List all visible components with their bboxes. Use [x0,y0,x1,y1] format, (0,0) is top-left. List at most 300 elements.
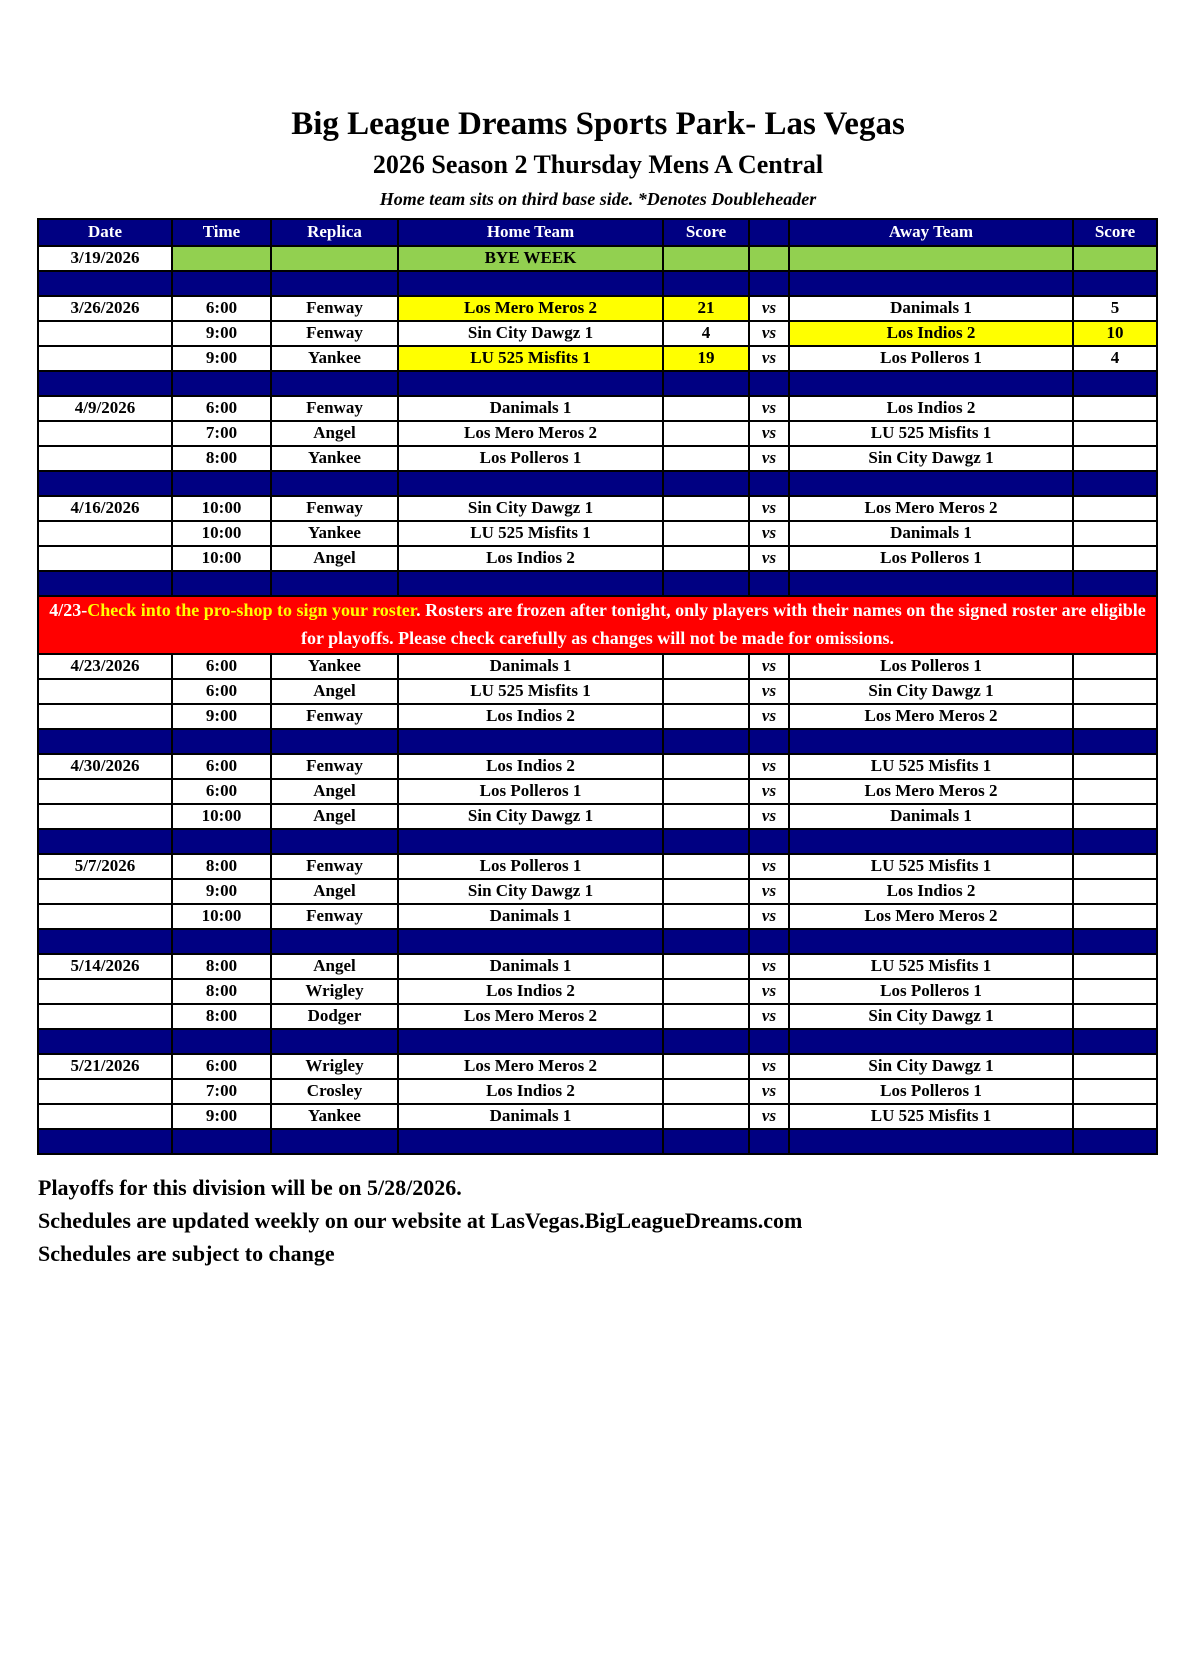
away-score-cell [1073,754,1157,779]
away-team-cell: Los Mero Meros 2 [789,779,1073,804]
away-score-cell [1073,1104,1157,1129]
away-team-cell: Los Mero Meros 2 [789,496,1073,521]
home-team-cell: Danimals 1 [398,396,663,421]
time-cell: 9:00 [172,704,271,729]
away-team-cell: LU 525 Misfits 1 [789,854,1073,879]
home-team-cell: Los Mero Meros 2 [398,296,663,321]
away-team-cell [789,246,1073,271]
time-cell: 8:00 [172,854,271,879]
separator-cell [271,471,398,496]
separator-cell [271,1029,398,1054]
date-cell [38,546,172,571]
replica-cell: Fenway [271,904,398,929]
away-team-cell: Danimals 1 [789,521,1073,546]
separator-cell [271,271,398,296]
game-row [38,546,1157,571]
replica-cell: Dodger [271,1004,398,1029]
date-cell [38,1104,172,1129]
home-team-cell: Los Indios 2 [398,979,663,1004]
date-cell: 5/14/2026 [38,954,172,979]
separator-cell [789,729,1073,754]
time-cell: 10:00 [172,804,271,829]
away-score-cell [1073,804,1157,829]
away-team-cell: Los Polleros 1 [789,546,1073,571]
separator-cell [749,471,789,496]
home-team-cell: Los Mero Meros 2 [398,1004,663,1029]
replica-cell: Yankee [271,521,398,546]
home-score-cell [663,979,749,1004]
header-away-score: Score [1073,219,1157,246]
header-away-team: Away Team [789,219,1073,246]
date-cell [38,804,172,829]
replica-cell: Angel [271,779,398,804]
game-row [38,904,1157,929]
date-cell [38,979,172,1004]
date-cell [38,346,172,371]
vs-cell: vs [749,396,789,421]
separator-cell [749,929,789,954]
footer-website-line: Schedules are updated weekly on our website at LasVegas.BigLeagueDreams.com [38,1207,803,1233]
date-cell [38,1079,172,1104]
separator-cell [271,371,398,396]
home-score-cell [663,246,749,271]
game-row [38,704,1157,729]
replica-cell: Fenway [271,496,398,521]
separator-cell [398,1129,663,1154]
replica-cell: Angel [271,546,398,571]
date-cell: 5/7/2026 [38,854,172,879]
separator-cell [398,571,663,596]
header-vs [749,219,789,246]
away-score-cell [1073,704,1157,729]
separator-cell [172,371,271,396]
separator-cell [1073,471,1157,496]
home-score-cell [663,396,749,421]
replica-cell: Wrigley [271,1054,398,1079]
separator-cell [1073,829,1157,854]
separator-cell [1073,571,1157,596]
separator-cell [749,271,789,296]
date-cell: 3/19/2026 [38,246,172,271]
date-cell [38,421,172,446]
away-team-cell: Sin City Dawgz 1 [789,1004,1073,1029]
separator-cell [271,1129,398,1154]
separator-cell [398,1029,663,1054]
separator-cell [172,271,271,296]
home-score-cell [663,879,749,904]
separator-cell [38,271,172,296]
vs-cell [749,246,789,271]
away-team-cell: Los Indios 2 [789,396,1073,421]
home-score-cell [663,421,749,446]
away-score-cell [1073,396,1157,421]
time-cell: 6:00 [172,396,271,421]
away-team-cell: Los Mero Meros 2 [789,704,1073,729]
away-score-cell [1073,521,1157,546]
game-row [38,1054,1157,1079]
separator-cell [789,271,1073,296]
home-team-cell: Danimals 1 [398,1104,663,1129]
time-cell: 6:00 [172,1054,271,1079]
time-cell: 8:00 [172,979,271,1004]
separator-cell [172,829,271,854]
away-score-cell [1073,246,1157,271]
away-team-cell: Danimals 1 [789,804,1073,829]
away-team-cell: Los Indios 2 [789,321,1073,346]
time-cell [172,246,271,271]
separator-cell [789,471,1073,496]
game-row [38,979,1157,1004]
separator-cell [38,1129,172,1154]
home-team-cell: Los Mero Meros 2 [398,421,663,446]
vs-cell: vs [749,754,789,779]
separator-row [38,471,1157,496]
date-cell [38,521,172,546]
time-cell: 10:00 [172,496,271,521]
separator-cell [749,571,789,596]
home-team-cell: Los Polleros 1 [398,446,663,471]
separator-cell [38,371,172,396]
vs-cell: vs [749,679,789,704]
vs-cell: vs [749,1079,789,1104]
header-date: Date [38,219,172,246]
vs-cell: vs [749,904,789,929]
separator-cell [749,1029,789,1054]
game-row [38,879,1157,904]
away-score-cell [1073,879,1157,904]
away-score-cell [1073,546,1157,571]
header-time: Time [172,219,271,246]
separator-cell [172,471,271,496]
time-cell: 7:00 [172,1079,271,1104]
separator-cell [271,571,398,596]
date-cell: 4/16/2026 [38,496,172,521]
separator-cell [271,729,398,754]
game-row [38,321,1157,346]
replica-cell: Fenway [271,296,398,321]
away-score-cell [1073,954,1157,979]
time-cell: 6:00 [172,779,271,804]
away-score-cell [1073,421,1157,446]
separator-cell [749,371,789,396]
vs-cell: vs [749,496,789,521]
separator-cell [172,929,271,954]
separator-row [38,271,1157,296]
roster-notice-cell [38,596,1157,654]
header-home-team: Home Team [398,219,663,246]
home-team-cell: Los Indios 2 [398,546,663,571]
game-row [38,1004,1157,1029]
separator-cell [663,271,749,296]
replica-cell: Angel [271,679,398,704]
time-cell: 6:00 [172,654,271,679]
footer-playoffs-line: Playoffs for this division will be on 5/28/2026. [38,1174,462,1200]
time-cell: 9:00 [172,346,271,371]
separator-cell [1073,1029,1157,1054]
away-team-cell: Los Polleros 1 [789,979,1073,1004]
home-team-cell: Los Polleros 1 [398,854,663,879]
page-subtitle: 2026 Season 2 Thursday Mens A Central [372,149,824,179]
home-team-cell: Los Polleros 1 [398,779,663,804]
home-team-cell: Los Indios 2 [398,754,663,779]
away-team-cell: Los Polleros 1 [789,1079,1073,1104]
replica-cell: Angel [271,879,398,904]
time-cell: 8:00 [172,1004,271,1029]
time-cell: 7:00 [172,421,271,446]
separator-cell [398,729,663,754]
date-cell [38,321,172,346]
home-team-cell: Sin City Dawgz 1 [398,804,663,829]
game-row [38,754,1157,779]
away-team-cell: LU 525 Misfits 1 [789,421,1073,446]
home-team-cell: Danimals 1 [398,904,663,929]
away-score-cell [1073,1054,1157,1079]
vs-cell: vs [749,979,789,1004]
table-header-row [38,219,1157,246]
home-score-cell [663,804,749,829]
away-team-cell: Los Polleros 1 [789,654,1073,679]
away-score-cell [1073,679,1157,704]
away-score-cell [1073,854,1157,879]
home-score-cell [663,754,749,779]
date-cell [38,1004,172,1029]
separator-cell [172,1029,271,1054]
vs-cell: vs [749,546,789,571]
date-cell: 4/9/2026 [38,396,172,421]
vs-cell: vs [749,321,789,346]
replica-cell: Fenway [271,854,398,879]
home-score-cell [663,854,749,879]
game-row [38,854,1157,879]
home-team-cell: Sin City Dawgz 1 [398,879,663,904]
home-team-cell: Danimals 1 [398,654,663,679]
away-score-cell [1073,979,1157,1004]
time-cell: 9:00 [172,879,271,904]
home-score-cell: 4 [663,321,749,346]
game-row [38,496,1157,521]
notice-text-segment: . Rosters are frozen after tonight, only players with their names on the signed roster are eligible for playoffs. Please check carefully as changes will not be made for omissions. [301,599,1146,648]
replica-cell: Yankee [271,346,398,371]
separator-cell [789,829,1073,854]
separator-cell [789,1029,1073,1054]
away-team-cell: Sin City Dawgz 1 [789,1054,1073,1079]
time-cell: 8:00 [172,446,271,471]
separator-cell [1073,729,1157,754]
separator-cell [1073,929,1157,954]
home-team-cell: Sin City Dawgz 1 [398,321,663,346]
vs-cell: vs [749,879,789,904]
vs-cell: vs [749,446,789,471]
away-score-cell: 4 [1073,346,1157,371]
separator-cell [663,829,749,854]
vs-cell: vs [749,704,789,729]
home-team-cell: Sin City Dawgz 1 [398,496,663,521]
separator-cell [38,471,172,496]
replica-cell: Angel [271,804,398,829]
separator-cell [271,929,398,954]
home-team-cell: Los Mero Meros 2 [398,1054,663,1079]
replica-cell: Angel [271,421,398,446]
separator-row [38,571,1157,596]
separator-cell [789,571,1073,596]
time-cell: 6:00 [172,679,271,704]
time-cell: 6:00 [172,754,271,779]
vs-cell: vs [749,654,789,679]
separator-cell [663,729,749,754]
game-row [38,779,1157,804]
home-score-cell [663,904,749,929]
home-score-cell [663,446,749,471]
separator-cell [663,471,749,496]
away-score-cell [1073,654,1157,679]
home-score-cell: 19 [663,346,749,371]
away-score-cell: 10 [1073,321,1157,346]
game-row [38,446,1157,471]
separator-row [38,729,1157,754]
time-cell: 6:00 [172,296,271,321]
separator-cell [398,371,663,396]
separator-cell [663,1029,749,1054]
separator-cell [172,1129,271,1154]
away-team-cell: Sin City Dawgz 1 [789,446,1073,471]
separator-cell [172,571,271,596]
vs-cell: vs [749,346,789,371]
date-cell: 4/23/2026 [38,654,172,679]
vs-cell: vs [749,954,789,979]
game-row [38,396,1157,421]
time-cell: 8:00 [172,954,271,979]
home-score-cell [663,496,749,521]
away-score-cell [1073,904,1157,929]
away-team-cell: Los Polleros 1 [789,346,1073,371]
separator-row [38,929,1157,954]
game-row [38,1104,1157,1129]
replica-cell: Fenway [271,396,398,421]
separator-cell [38,829,172,854]
schedule-table [37,218,1158,1155]
separator-row [38,1129,1157,1154]
separator-cell [663,571,749,596]
footer-subject-to-change-line: Schedules are subject to change [38,1240,335,1266]
separator-cell [1073,1129,1157,1154]
game-row [38,421,1157,446]
replica-cell: Angel [271,954,398,979]
away-score-cell [1073,1004,1157,1029]
separator-cell [398,271,663,296]
vs-cell: vs [749,521,789,546]
footer [38,1171,1196,1270]
separator-cell [38,729,172,754]
notice-text-segment: 4/23- [49,599,88,620]
replica-cell [271,246,398,271]
bye-row [38,246,1157,271]
home-score-cell [663,1054,749,1079]
replica-cell: Fenway [271,704,398,729]
replica-cell: Yankee [271,446,398,471]
separator-cell [1073,271,1157,296]
replica-cell: Yankee [271,654,398,679]
separator-cell [663,1129,749,1154]
separator-cell [749,829,789,854]
notice-text-segment: Check into the pro-shop to sign your roster [87,599,417,620]
vs-cell: vs [749,854,789,879]
time-cell: 10:00 [172,521,271,546]
game-row [38,954,1157,979]
home-score-cell: 21 [663,296,749,321]
schedule-note: Home team sits on third base side. *Denotes Doubleheader [379,188,817,209]
home-score-cell [663,679,749,704]
separator-cell [663,371,749,396]
home-score-cell [663,546,749,571]
header-home-score: Score [663,219,749,246]
away-team-cell: Danimals 1 [789,296,1073,321]
game-row [38,679,1157,704]
vs-cell: vs [749,1004,789,1029]
away-score-cell [1073,496,1157,521]
home-team-cell: LU 525 Misfits 1 [398,346,663,371]
replica-cell: Wrigley [271,979,398,1004]
away-team-cell: Los Indios 2 [789,879,1073,904]
separator-cell [663,929,749,954]
separator-cell [789,371,1073,396]
date-cell: 3/26/2026 [38,296,172,321]
away-score-cell [1073,1079,1157,1104]
home-score-cell [663,704,749,729]
time-cell: 10:00 [172,546,271,571]
away-team-cell: Sin City Dawgz 1 [789,679,1073,704]
vs-cell: vs [749,1104,789,1129]
replica-cell: Crosley [271,1079,398,1104]
game-row [38,654,1157,679]
away-team-cell: LU 525 Misfits 1 [789,754,1073,779]
separator-cell [398,471,663,496]
separator-cell [271,829,398,854]
replica-cell: Fenway [271,321,398,346]
home-score-cell [663,654,749,679]
date-cell [38,779,172,804]
game-row [38,296,1157,321]
separator-row [38,1029,1157,1054]
date-cell [38,446,172,471]
separator-cell [38,1029,172,1054]
separator-cell [172,729,271,754]
notice-row [38,596,1157,654]
separator-row [38,829,1157,854]
separator-cell [749,1129,789,1154]
separator-row [38,371,1157,396]
away-team-cell: LU 525 Misfits 1 [789,1104,1073,1129]
separator-cell [398,929,663,954]
home-score-cell [663,954,749,979]
home-score-cell [663,1079,749,1104]
game-row [38,346,1157,371]
bye-week-cell: BYE WEEK [398,246,663,271]
game-row [38,521,1157,546]
separator-cell [1073,371,1157,396]
date-cell: 5/21/2026 [38,1054,172,1079]
vs-cell: vs [749,804,789,829]
home-score-cell [663,1104,749,1129]
away-score-cell [1073,779,1157,804]
time-cell: 9:00 [172,321,271,346]
replica-cell: Yankee [271,1104,398,1129]
page-title: Big League Dreams Sports Park- Las Vegas [291,106,905,142]
separator-cell [38,571,172,596]
schedule-table-body [38,246,1157,1154]
date-cell [38,904,172,929]
date-cell: 4/30/2026 [38,754,172,779]
home-team-cell: Los Indios 2 [398,704,663,729]
